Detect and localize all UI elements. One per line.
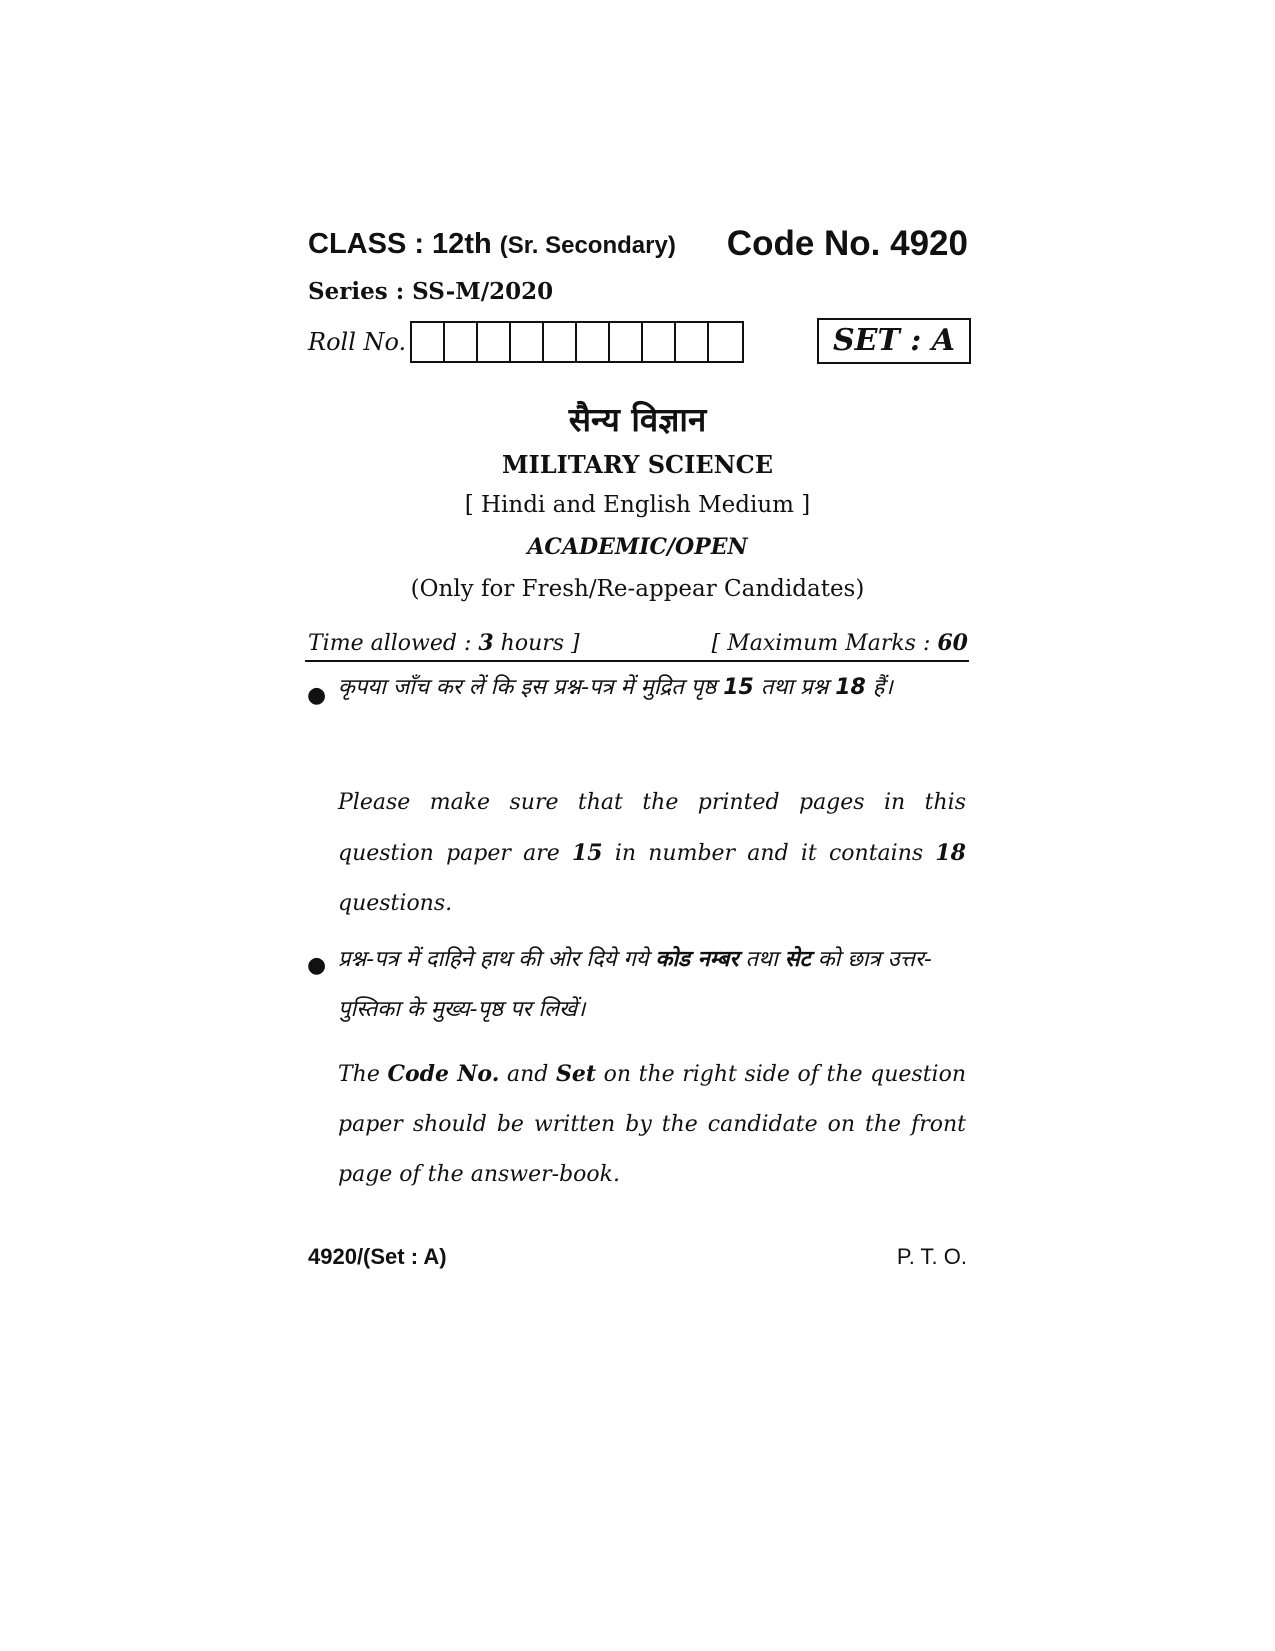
time-allowed: Time allowed : 3 hours ] — [308, 630, 580, 656]
medium-label: [ Hindi and English Medium ] — [464, 492, 811, 518]
roll-digit-box[interactable] — [478, 323, 511, 361]
hindi-title: सैन्य विज्ञान — [568, 400, 707, 439]
set-badge: SET : A — [817, 318, 971, 364]
candidates-note: (Only for Fresh/Re-appear Candidates) — [410, 576, 865, 602]
roll-digit-box[interactable] — [709, 323, 742, 361]
roll-digit-box[interactable] — [577, 323, 610, 361]
instruction-1-english: Please make sure that the printed pages in this question paper are 15 in number and it contains 18 questions. — [338, 790, 966, 916]
roll-digit-box[interactable] — [412, 323, 445, 361]
roll-digit-box[interactable] — [445, 323, 478, 361]
roll-number-label: Roll No. — [308, 328, 407, 356]
series-label: Series : SS-M/2020 — [308, 278, 554, 305]
roll-digit-box[interactable] — [511, 323, 544, 361]
divider — [305, 660, 969, 662]
code-number: Code No. 4920 — [726, 224, 968, 263]
footer-code: 4920/(Set : A) — [308, 1244, 447, 1269]
roll-number-boxes[interactable] — [410, 321, 744, 363]
instruction-1-hindi: कृपया जाँच कर लें कि इस प्रश्न-पत्र में मुद्रित पृष्ठ 15 तथा प्रश्न 18 हैं। — [338, 675, 893, 700]
bullet-icon: ● — [307, 683, 327, 708]
roll-digit-box[interactable] — [544, 323, 577, 361]
instruction-2-hindi: प्रश्न-पत्र में दाहिने हाथ की ओर दिये गये कोड नम्बर तथा सेट को छात्र उत्तर-पुस्तिका के मुख्य-पृष्ठ पर लिखें। — [338, 947, 932, 1022]
roll-digit-box[interactable] — [610, 323, 643, 361]
roll-digit-box[interactable] — [643, 323, 676, 361]
roll-digit-box[interactable] — [676, 323, 709, 361]
footer-pto: P. T. O. — [896, 1244, 967, 1269]
maximum-marks: [ Maximum Marks : 60 — [711, 630, 968, 656]
subject-title: MILITARY SCIENCE — [501, 450, 774, 479]
class-sub: (Sr. Secondary) — [499, 232, 676, 259]
academic-label: ACADEMIC/OPEN — [527, 534, 748, 560]
bullet-icon: ● — [307, 953, 327, 978]
instruction-2-english: The Code No. and Set on the right side of the question paper should be written by the candidate on the front page of the answer-book. — [338, 1061, 966, 1187]
class-label: CLASS : 12th (Sr. Secondary) — [308, 228, 676, 260]
